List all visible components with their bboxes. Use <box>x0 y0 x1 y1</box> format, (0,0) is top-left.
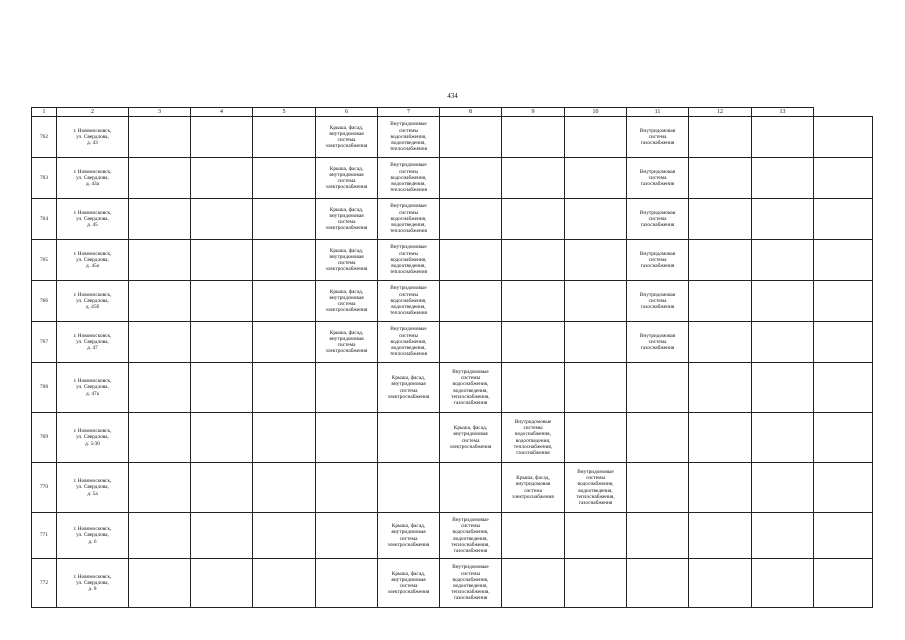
work-text: Внутридомовые системы водоснабжения, водоотведения, теплоснабжения <box>389 162 428 194</box>
work-cell <box>253 559 316 608</box>
row-number: 766 <box>32 281 57 322</box>
address-cell <box>57 117 129 158</box>
column-header: 1 <box>32 108 57 117</box>
row-number: 772 <box>32 559 57 608</box>
work-text: Внутридомовая система газоснабжения <box>639 291 676 311</box>
header-row <box>32 108 873 117</box>
table-row <box>32 413 873 463</box>
work-cell <box>253 199 316 240</box>
work-cell <box>502 513 565 559</box>
work-cell <box>814 463 873 513</box>
table-row <box>32 158 873 199</box>
work-cell <box>440 199 502 240</box>
work-cell <box>316 363 378 413</box>
work-text: Внутридомовые системы водоснабжения, водоотведения, теплоснабжения, газоснабжения <box>451 564 490 602</box>
row-number: 764 <box>32 199 57 240</box>
address-text: г. Новомосковск, ул. Свердлова, д. 45 <box>73 209 112 229</box>
work-cell <box>316 322 378 363</box>
work-cell <box>627 322 689 363</box>
work-cell <box>440 513 502 559</box>
work-cell <box>378 199 440 240</box>
work-cell <box>502 559 565 608</box>
work-cell <box>627 117 689 158</box>
work-cell <box>814 322 873 363</box>
work-cell <box>689 322 752 363</box>
work-text: Внутридомовая система газоснабжения <box>639 168 676 188</box>
column-header: 13 <box>752 108 814 117</box>
work-text: Внутридомовые системы водоснабжения, водоотведения, теплоснабжения <box>389 326 428 358</box>
work-text: Крыша, фасад, внутридомовая система электроснабжения <box>325 288 368 314</box>
work-cell <box>378 559 440 608</box>
work-text: Внутридомовые системы водоснабжения, водоотведения, теплоснабжения <box>389 121 428 153</box>
row-number: 770 <box>32 463 57 513</box>
work-cell <box>440 158 502 199</box>
work-cell <box>129 559 191 608</box>
column-header: 7 <box>378 108 440 117</box>
address-text: г. Новомосковск, ул. Свердлова, д. 43а <box>73 168 112 188</box>
table-row <box>32 513 873 559</box>
table-row <box>32 281 873 322</box>
table-row <box>32 199 873 240</box>
work-cell <box>502 363 565 413</box>
work-cell <box>814 117 873 158</box>
address-text: г. Новомосковск, ул. Свердлова, д. 8 <box>73 573 112 593</box>
row-number: 771 <box>32 513 57 559</box>
work-cell <box>378 281 440 322</box>
address-cell <box>57 199 129 240</box>
address-cell <box>57 363 129 413</box>
work-cell <box>253 240 316 281</box>
work-cell <box>129 199 191 240</box>
address-cell <box>57 322 129 363</box>
column-header: 3 <box>129 108 191 117</box>
work-cell <box>440 363 502 413</box>
work-cell <box>253 158 316 199</box>
column-header: 2 <box>57 108 129 117</box>
row-number: 768 <box>32 363 57 413</box>
work-cell <box>502 463 565 513</box>
work-cell <box>440 413 502 463</box>
address-cell <box>57 158 129 199</box>
work-cell <box>378 322 440 363</box>
work-cell <box>627 158 689 199</box>
work-text: Внутридомовые системы водоснабжения, водоотведения, теплоснабжения, газоснабжения <box>451 516 490 554</box>
work-cell <box>627 240 689 281</box>
work-text: Крыша, фасад, внутридомовая система электроснабжения <box>325 206 368 232</box>
work-cell <box>378 363 440 413</box>
column-header: 11 <box>627 108 689 117</box>
work-cell <box>191 413 253 463</box>
work-cell <box>752 559 814 608</box>
work-cell <box>316 117 378 158</box>
work-cell <box>814 559 873 608</box>
work-text: Внутридомовые системы водоснабжения, водоотведения, теплоснабжения, газоснабжения <box>513 418 553 456</box>
work-cell <box>689 240 752 281</box>
work-cell <box>689 117 752 158</box>
work-cell <box>191 322 253 363</box>
column-header: 5 <box>253 108 316 117</box>
address-cell <box>57 281 129 322</box>
work-text: Крыша, фасад, внутридомовая система электроснабжения <box>387 375 430 400</box>
work-cell <box>502 322 565 363</box>
work-cell <box>814 158 873 199</box>
work-cell <box>814 413 873 463</box>
row-number: 769 <box>32 413 57 463</box>
work-cell <box>565 158 627 199</box>
work-cell <box>814 240 873 281</box>
work-cell <box>316 413 378 463</box>
work-cell <box>627 363 689 413</box>
work-cell <box>316 158 378 199</box>
work-text: Крыша, фасад, внутридомовая система электроснабжения <box>449 425 492 450</box>
work-cell <box>378 240 440 281</box>
work-cell <box>253 513 316 559</box>
page-number: 434 <box>447 92 458 100</box>
address-cell <box>57 559 129 608</box>
work-cell <box>689 559 752 608</box>
work-cell <box>129 158 191 199</box>
work-cell <box>689 281 752 322</box>
work-text: Внутридомовые системы водоснабжения, водоотведения, теплоснабжения <box>389 244 428 276</box>
work-text: Крыша, фасад, внутридомовая система электроснабжения <box>512 475 554 500</box>
address-text: г. Новомосковск, ул. Свердлова, д. 45б <box>73 291 112 311</box>
work-cell <box>752 240 814 281</box>
work-cell <box>440 117 502 158</box>
work-cell <box>565 463 627 513</box>
address-text: г. Новомосковск, ул. Свердлова, д. 43 <box>73 127 112 147</box>
work-cell <box>502 158 565 199</box>
work-cell <box>752 413 814 463</box>
work-cell <box>814 363 873 413</box>
row-number: 763 <box>32 158 57 199</box>
work-cell <box>440 322 502 363</box>
work-cell <box>689 513 752 559</box>
table-row <box>32 240 873 281</box>
work-cell <box>752 158 814 199</box>
work-cell <box>129 513 191 559</box>
work-text: Внутридомовая система газоснабжения <box>639 332 676 352</box>
work-cell <box>191 117 253 158</box>
work-cell <box>565 281 627 322</box>
work-cell <box>565 513 627 559</box>
work-cell <box>378 158 440 199</box>
work-cell <box>378 463 440 513</box>
work-cell <box>752 281 814 322</box>
work-cell <box>440 559 502 608</box>
work-cell <box>129 281 191 322</box>
work-cell <box>191 463 253 513</box>
column-header: 9 <box>502 108 565 117</box>
work-cell <box>627 559 689 608</box>
work-cell <box>253 117 316 158</box>
work-cell <box>191 199 253 240</box>
work-text: Внутридомовая система газоснабжения <box>639 209 676 229</box>
work-cell <box>565 117 627 158</box>
address-cell <box>57 240 129 281</box>
table-row <box>32 559 873 608</box>
work-cell <box>814 199 873 240</box>
address-text: г. Новомосковск, ул. Свердлова, д. 5/30 <box>73 428 112 447</box>
work-cell <box>316 513 378 559</box>
work-cell <box>191 281 253 322</box>
address-text: г. Новомосковск, ул. Свердлова, д. 5а <box>73 478 112 497</box>
address-text: г. Новомосковск, ул. Свердлова, д. 47 <box>73 332 112 352</box>
work-cell <box>752 513 814 559</box>
work-cell <box>191 240 253 281</box>
column-header: 8 <box>440 108 502 117</box>
work-cell <box>627 281 689 322</box>
work-cell <box>129 117 191 158</box>
column-header: 6 <box>316 108 378 117</box>
work-cell <box>502 413 565 463</box>
work-cell <box>814 281 873 322</box>
work-text: Внутридомовая система газоснабжения <box>639 250 676 270</box>
address-cell <box>57 513 129 559</box>
work-text: Внутридомовые системы водоснабжения, водоотведения, теплоснабжения <box>389 203 428 235</box>
work-cell <box>253 463 316 513</box>
work-cell <box>627 413 689 463</box>
work-text: Внутридомовая система газоснабжения <box>639 127 676 147</box>
row-number: 767 <box>32 322 57 363</box>
work-cell <box>752 199 814 240</box>
work-cell <box>565 413 627 463</box>
work-cell <box>316 559 378 608</box>
row-number: 762 <box>32 117 57 158</box>
work-cell <box>129 463 191 513</box>
work-cell <box>502 281 565 322</box>
work-text: Внутридомовые системы водоснабжения, водоотведения, теплоснабжения, газоснабжения <box>576 468 615 506</box>
work-cell <box>752 322 814 363</box>
work-cell <box>191 559 253 608</box>
work-text: Крыша, фасад, внутридомовая система электроснабжения <box>387 523 430 548</box>
work-cell <box>191 363 253 413</box>
work-cell <box>752 363 814 413</box>
work-cell <box>316 199 378 240</box>
column-header: 10 <box>565 108 627 117</box>
work-cell <box>253 413 316 463</box>
work-cell <box>752 117 814 158</box>
table-row <box>32 117 873 158</box>
work-cell <box>316 463 378 513</box>
work-cell <box>627 199 689 240</box>
work-text: Крыша, фасад, внутридомовая система электроснабжения <box>325 165 368 191</box>
work-cell <box>378 117 440 158</box>
address-cell <box>57 463 129 513</box>
work-text: Крыша, фасад, внутридомовая система электроснабжения <box>325 124 368 150</box>
work-text: Крыша, фасад, внутридомовая система электроснабжения <box>325 247 368 273</box>
column-header: 12 <box>689 108 752 117</box>
work-cell <box>502 117 565 158</box>
work-cell <box>378 513 440 559</box>
work-cell <box>129 413 191 463</box>
work-cell <box>191 158 253 199</box>
work-cell <box>689 463 752 513</box>
work-cell <box>752 463 814 513</box>
work-cell <box>502 240 565 281</box>
work-text: Крыша, фасад, внутридомовая система электроснабжения <box>387 570 430 596</box>
work-cell <box>565 559 627 608</box>
work-cell <box>129 322 191 363</box>
work-cell <box>689 158 752 199</box>
address-text: г. Новомосковск, ул. Свердлова, д. 6 <box>73 526 112 545</box>
work-text: Крыша, фасад, внутридомовая система электроснабжения <box>325 329 368 355</box>
work-cell <box>689 413 752 463</box>
work-cell <box>565 199 627 240</box>
address-text: г. Новомосковск, ул. Свердлова, д. 47а <box>73 378 112 397</box>
column-header: 4 <box>191 108 253 117</box>
work-cell <box>627 463 689 513</box>
address-cell <box>57 413 129 463</box>
work-cell <box>565 240 627 281</box>
work-cell <box>440 240 502 281</box>
work-cell <box>627 513 689 559</box>
work-cell <box>316 281 378 322</box>
work-text: Внутридомовые системы водоснабжения, водоотведения, теплоснабжения <box>389 285 428 317</box>
work-cell <box>440 463 502 513</box>
work-cell <box>814 513 873 559</box>
work-cell <box>191 513 253 559</box>
work-cell <box>129 240 191 281</box>
work-cell <box>253 281 316 322</box>
work-cell <box>253 322 316 363</box>
work-cell <box>316 240 378 281</box>
table-row <box>32 322 873 363</box>
address-text: г. Новомосковск, ул. Свердлова, д. 45а <box>73 250 112 270</box>
work-cell <box>565 363 627 413</box>
work-cell <box>129 363 191 413</box>
work-cell <box>565 322 627 363</box>
table-row <box>32 363 873 413</box>
work-cell <box>502 199 565 240</box>
registry-table <box>31 107 873 608</box>
work-cell <box>689 363 752 413</box>
work-text: Внутридомовые системы водоснабжения, водоотведения, теплоснабжения, газоснабжения <box>451 368 490 406</box>
work-cell <box>378 413 440 463</box>
work-cell <box>689 199 752 240</box>
work-cell <box>440 281 502 322</box>
work-cell <box>253 363 316 413</box>
table-row <box>32 463 873 513</box>
row-number: 765 <box>32 240 57 281</box>
